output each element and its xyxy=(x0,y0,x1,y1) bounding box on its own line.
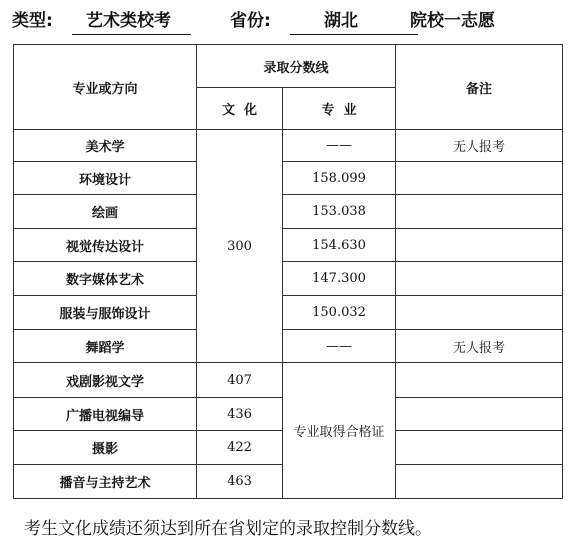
row-major-score: —— xyxy=(283,330,396,363)
row-remark: 无人报考 xyxy=(396,330,563,363)
row-major: 视觉传达设计 xyxy=(14,229,197,262)
shared-major-note: 专业取得合格证 xyxy=(283,363,396,499)
table-row xyxy=(14,130,563,162)
row-major: 播音与主持艺术 xyxy=(14,465,197,499)
row-major: 广播电视编导 xyxy=(14,398,197,431)
header-culture: 文 化 xyxy=(197,88,283,130)
province-value: 湖北 xyxy=(290,8,418,35)
row-culture-score: 436 xyxy=(197,398,283,431)
row-culture-score: 422 xyxy=(197,431,283,465)
row-major-score: 150.032 xyxy=(283,296,396,330)
row-remark xyxy=(396,465,563,499)
header-major-score: 专 业 xyxy=(283,88,396,130)
row-remark xyxy=(396,162,563,195)
row-major: 摄影 xyxy=(14,431,197,465)
row-remark xyxy=(396,262,563,296)
row-major: 绘画 xyxy=(14,195,197,229)
type-value: 艺术类校考 xyxy=(72,8,191,35)
row-major: 戏剧影视文学 xyxy=(14,363,197,398)
school-label: 院校一志愿 xyxy=(410,11,495,31)
row-major: 数字媒体艺术 xyxy=(14,262,197,296)
row-major-score: 153.038 xyxy=(283,195,396,229)
table-row xyxy=(14,296,563,330)
row-major-score: 154.630 xyxy=(283,229,396,262)
row-remark xyxy=(396,363,563,398)
row-major: 美术学 xyxy=(14,130,197,162)
admission-score-table xyxy=(13,44,563,499)
shared-culture-score: 300 xyxy=(197,130,283,363)
row-remark xyxy=(396,296,563,330)
type-label: 类型: xyxy=(12,11,53,31)
table-row xyxy=(14,229,563,262)
row-major-score: 158.099 xyxy=(283,162,396,195)
header-score-group: 录取分数线 xyxy=(197,45,396,88)
row-major: 舞蹈学 xyxy=(14,330,197,363)
row-remark xyxy=(396,398,563,431)
page-header xyxy=(12,8,562,34)
table-row xyxy=(14,330,563,363)
row-remark xyxy=(396,195,563,229)
row-major: 服装与服饰设计 xyxy=(14,296,197,330)
row-remark xyxy=(396,229,563,262)
province-label: 省份: xyxy=(230,11,271,31)
row-culture-score: 407 xyxy=(197,363,283,398)
table-row xyxy=(14,162,563,195)
row-remark xyxy=(396,431,563,465)
row-culture-score: 463 xyxy=(197,465,283,499)
row-major-score: —— xyxy=(283,130,396,162)
footnote: 考生文化成绩还须达到所在省划定的录取控制分数线。 xyxy=(24,519,432,539)
table-row xyxy=(14,262,563,296)
row-major: 环境设计 xyxy=(14,162,197,195)
header-remark: 备注 xyxy=(396,45,563,130)
row-major-score: 147.300 xyxy=(283,262,396,296)
row-remark: 无人报考 xyxy=(396,130,563,162)
table-row xyxy=(14,363,563,398)
header-major: 专业或方向 xyxy=(14,45,197,130)
table-row xyxy=(14,195,563,229)
